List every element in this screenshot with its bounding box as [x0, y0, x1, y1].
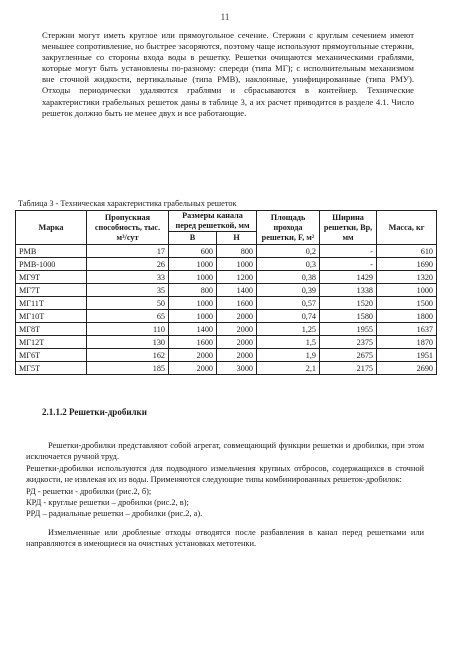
table-row [16, 245, 437, 258]
cell-brand: МГ12Т [16, 336, 87, 349]
list-item-krd: КРД - круглые решетки – дробилки (рис.2, в); [26, 498, 189, 508]
header-mass: Масса, кг [377, 211, 437, 245]
cell-area: 1,9 [257, 349, 320, 362]
cell-area: 0,74 [257, 310, 320, 323]
cell-brand: РМВ-1000 [16, 258, 87, 271]
cell-width: - [320, 258, 377, 271]
cell-mass: 1000 [377, 284, 437, 297]
cell-b: 1000 [169, 271, 217, 284]
section-heading: 2.1.1.2 Решетки-дробилки [42, 407, 147, 417]
cell-h: 2000 [217, 323, 257, 336]
cell-width: 2375 [320, 336, 377, 349]
cell-mass: 1800 [377, 310, 437, 323]
cell-capacity: 50 [87, 297, 169, 310]
intro-paragraph: Стержни могут иметь круглое или прямоугольное сечение. Стержни с круглым сечением имеют меньшее сопротивление, но быстрее засоряются, поэтому чаще используют прямоугольные стержни, закругленные со стороны входа воды в решетку. Решетки очищаются механическими граблями, которые могут быть установлены по-разному: спереди (типа МГ); с исполнительным механизмом вне сточной жидкости, вертикальные (типа РМВ), наклонные, унифицированные (типа РМУ). Отходы периодически удаляются граблями и сбрасываются в контейнер. Технические характеристики грабельных решеток даны в таблице 3, а их расчет приводится в разделе 4.1. Число решеток должно быть не менее двух и все работающие. [42, 30, 414, 118]
cell-h: 2000 [217, 349, 257, 362]
cell-area: 0,2 [257, 245, 320, 258]
header-area: Площадь прохода решетки, F, м² [257, 211, 320, 245]
cell-area: 0,39 [257, 284, 320, 297]
header-capacity: Пропускная способность, тыс. м³/сут [87, 211, 169, 245]
body-paragraph-1: Решетки-дробилки представляют собой агрегат, совмещающий функции решетки и дробилки, при этом исключается ручной труд. [26, 441, 424, 462]
cell-h: 3000 [217, 362, 257, 375]
table-row [16, 323, 437, 336]
cell-area: 0,57 [257, 297, 320, 310]
cell-mass: 1690 [377, 258, 437, 271]
cell-width: 2675 [320, 349, 377, 362]
table-row [16, 362, 437, 375]
header-channel-size: Размеры канала перед решеткой, мм [169, 211, 257, 232]
cell-capacity: 65 [87, 310, 169, 323]
cell-width: 1520 [320, 297, 377, 310]
cell-width: 1580 [320, 310, 377, 323]
cell-area: 1,5 [257, 336, 320, 349]
cell-capacity: 35 [87, 284, 169, 297]
table-row [16, 349, 437, 362]
cell-b: 2000 [169, 362, 217, 375]
cell-b: 800 [169, 284, 217, 297]
cell-brand: МГ10Т [16, 310, 87, 323]
cell-width: - [320, 245, 377, 258]
cell-mass: 1951 [377, 349, 437, 362]
cell-brand: РМВ [16, 245, 87, 258]
cell-mass: 2690 [377, 362, 437, 375]
cell-brand: МГ5Т [16, 362, 87, 375]
header-h: H [217, 232, 257, 245]
cell-mass: 1500 [377, 297, 437, 310]
cell-capacity: 185 [87, 362, 169, 375]
header-width: Ширина решетки, Вр, мм [320, 211, 377, 245]
cell-capacity: 130 [87, 336, 169, 349]
cell-mass: 610 [377, 245, 437, 258]
cell-mass: 1320 [377, 271, 437, 284]
body-text [26, 440, 424, 550]
table-body [16, 245, 437, 375]
cell-b: 1000 [169, 297, 217, 310]
cell-capacity: 17 [87, 245, 169, 258]
body-paragraph-3: Измельченные или дробленые отходы отводятся после разбавления в канал перед решетками или направляются в имеющиеся на очистных установках метотенки. [26, 527, 424, 549]
cell-b: 2000 [169, 349, 217, 362]
cell-h: 1400 [217, 284, 257, 297]
cell-b: 1400 [169, 323, 217, 336]
cell-h: 1600 [217, 297, 257, 310]
cell-b: 1000 [169, 310, 217, 323]
cell-brand: МГ11Т [16, 297, 87, 310]
cell-mass: 1637 [377, 323, 437, 336]
cell-mass: 1870 [377, 336, 437, 349]
cell-capacity: 33 [87, 271, 169, 284]
cell-h: 1200 [217, 271, 257, 284]
cell-b: 600 [169, 245, 217, 258]
cell-brand: МГ6Т [16, 349, 87, 362]
cell-width: 2175 [320, 362, 377, 375]
header-b: B [169, 232, 217, 245]
cell-width: 1955 [320, 323, 377, 336]
cell-h: 2000 [217, 336, 257, 349]
cell-h: 1000 [217, 258, 257, 271]
list-item-rrd: РРД – радиальные решетки – дробилки (рис.2, а). [26, 509, 203, 519]
table-row [16, 284, 437, 297]
table-row [16, 258, 437, 271]
cell-capacity: 26 [87, 258, 169, 271]
table-caption: Таблица 3 - Техническая характеристика грабельных решеток [18, 199, 237, 208]
cell-width: 1338 [320, 284, 377, 297]
cell-b: 1600 [169, 336, 217, 349]
page-number: 11 [220, 12, 230, 22]
header-brand: Марка [16, 211, 87, 245]
table-row [16, 310, 437, 323]
cell-brand: МГ9Т [16, 271, 87, 284]
cell-capacity: 162 [87, 349, 169, 362]
cell-brand: МГ8Т [16, 323, 87, 336]
specs-table [15, 210, 437, 375]
cell-area: 2,1 [257, 362, 320, 375]
cell-area: 1,25 [257, 323, 320, 336]
body-paragraph-2: Решетки-дробилки используются для подводного измельчения крупных отбросов, содержащихся в сточной жидкости, не извлекая их из воды. Применяются следующие типы комбинированных решеток-дробилок: [26, 463, 424, 485]
table-row [16, 271, 437, 284]
cell-brand: МГ7Т [16, 284, 87, 297]
cell-h: 800 [217, 245, 257, 258]
cell-h: 2000 [217, 310, 257, 323]
cell-b: 1000 [169, 258, 217, 271]
table-row [16, 336, 437, 349]
cell-capacity: 110 [87, 323, 169, 336]
cell-area: 0,3 [257, 258, 320, 271]
cell-width: 1429 [320, 271, 377, 284]
list-item-rd: РД - решетки - дробилки (рис.2, б); [26, 486, 152, 496]
table-row [16, 297, 437, 310]
cell-area: 0,38 [257, 271, 320, 284]
